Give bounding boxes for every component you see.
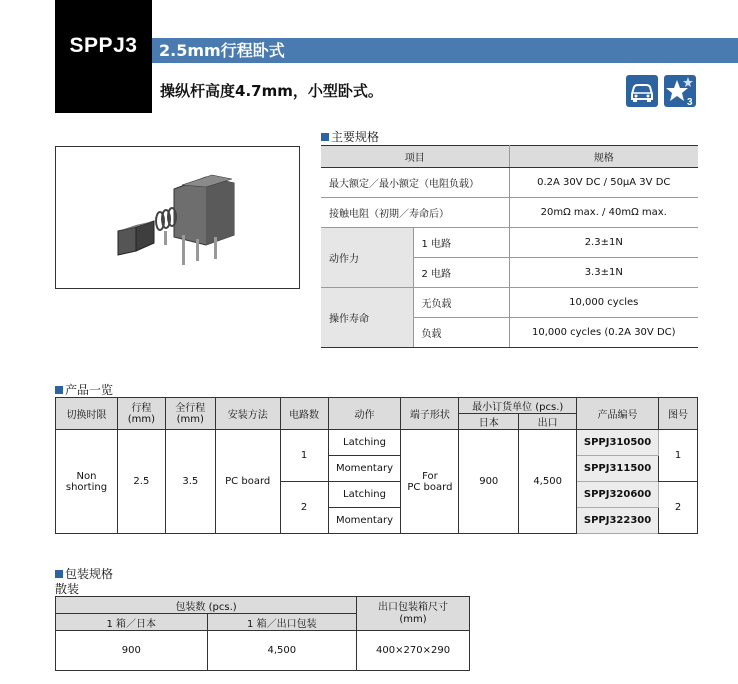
page-title: 2.5mm行程卧式 (159, 41, 285, 60)
rank-number: 3 (687, 97, 693, 107)
table-row (321, 168, 698, 198)
table-row (56, 430, 698, 456)
col-part-no: 产品编号 (577, 398, 659, 430)
cell-switch-timing: Non shorting (56, 430, 118, 534)
cell-circuits: 1 (280, 430, 328, 482)
packing-header-row (56, 597, 470, 614)
cell-export-qty: 4,500 (519, 430, 577, 534)
col-total-travel: 全行程 (mm) (165, 398, 215, 430)
cell-action: Latching (328, 482, 401, 508)
spec-value: 3.3±1N (509, 258, 698, 288)
cell-box-size: 400×270×290 (357, 631, 470, 671)
col-japan: 日本 (459, 414, 519, 430)
cell-part-no: SPPJ311500 (577, 456, 659, 482)
cell-drawing: 1 (659, 430, 698, 482)
spec-force-label: 动作力 (321, 228, 413, 288)
spec-value: 2.3±1N (509, 228, 698, 258)
col-box-size: 出口包装箱尺寸 (mm) (357, 597, 470, 631)
cell-japan-qty: 900 (459, 430, 519, 534)
col-mounting: 安装方法 (215, 398, 280, 430)
table-row (56, 631, 470, 671)
cell-action: Momentary (328, 456, 401, 482)
col-travel: 行程 (mm) (117, 398, 165, 430)
spec-value: 20mΩ max. / 40mΩ max. (509, 198, 698, 228)
products-header-row (56, 398, 698, 414)
spec-life-label: 操作寿命 (321, 288, 413, 348)
product-photo (55, 146, 300, 289)
cell-drawing: 2 (659, 482, 698, 534)
cell-part-no: SPPJ322300 (577, 508, 659, 534)
star-rank-3-icon (664, 75, 696, 107)
spec-value: 0.2A 30V DC / 50μA 3V DC (509, 168, 698, 198)
cell-part-no: SPPJ320600 (577, 482, 659, 508)
col-export: 出口 (519, 414, 577, 430)
packing-table (55, 596, 470, 671)
cell-pack-japan: 900 (56, 631, 208, 671)
col-terminal: 端子形状 (401, 398, 459, 430)
specs-header-row (321, 146, 698, 168)
car-icon (626, 75, 658, 107)
packing-subtitle: 散装 (55, 582, 80, 596)
spec-sub-item: 2 电路 (413, 258, 509, 288)
cell-pack-export: 4,500 (207, 631, 357, 671)
cell-action: Latching (328, 430, 401, 456)
spec-sub-item: 负载 (413, 318, 509, 348)
spec-value: 10,000 cycles (0.2A 30V DC) (509, 318, 698, 348)
spec-sub-item: 1 电路 (413, 228, 509, 258)
cell-action: Momentary (328, 508, 401, 534)
packing-section-title: 包装规格 (55, 565, 113, 582)
series-code: SPPJ3 (69, 34, 138, 57)
products-section-title: 产品一览 (55, 381, 113, 398)
specs-col-item: 项目 (321, 146, 509, 168)
specs-table (321, 145, 698, 348)
cell-part-no: SPPJ310500 (577, 430, 659, 456)
col-pack-japan: 1 箱／日本 (56, 614, 208, 631)
col-drawing: 图号 (659, 398, 698, 430)
specs-col-spec: 规格 (509, 146, 698, 168)
section-square-icon (55, 386, 63, 394)
table-row (321, 228, 698, 258)
page-subtitle: 操纵杆高度4.7mm，小型卧式。 (160, 82, 383, 100)
col-circuits: 电路数 (280, 398, 328, 430)
table-row (321, 198, 698, 228)
cell-terminal: For PC board (401, 430, 459, 534)
section-square-icon (55, 570, 63, 578)
col-pack-export: 1 箱／出口包装 (207, 614, 357, 631)
col-pack-qty: 包装数 (pcs.) (56, 597, 357, 614)
cell-mounting: PC board (215, 430, 280, 534)
specs-section-title: 主要规格 (321, 128, 379, 145)
cell-circuits: 2 (280, 482, 328, 534)
col-action: 动作 (328, 398, 401, 430)
table-row (321, 288, 698, 318)
spec-value: 10,000 cycles (509, 288, 698, 318)
spec-item: 最大额定／最小额定（电阻负载） (321, 168, 509, 198)
cell-travel: 2.5 (117, 430, 165, 534)
products-table (55, 397, 698, 534)
col-switch-timing: 切换时限 (56, 398, 118, 430)
cell-total-travel: 3.5 (165, 430, 215, 534)
spec-item: 接触电阻（初期／寿命后） (321, 198, 509, 228)
col-min-order: 最小订货单位 (pcs.) (459, 398, 577, 414)
section-square-icon (321, 133, 329, 141)
spec-sub-item: 无负载 (413, 288, 509, 318)
